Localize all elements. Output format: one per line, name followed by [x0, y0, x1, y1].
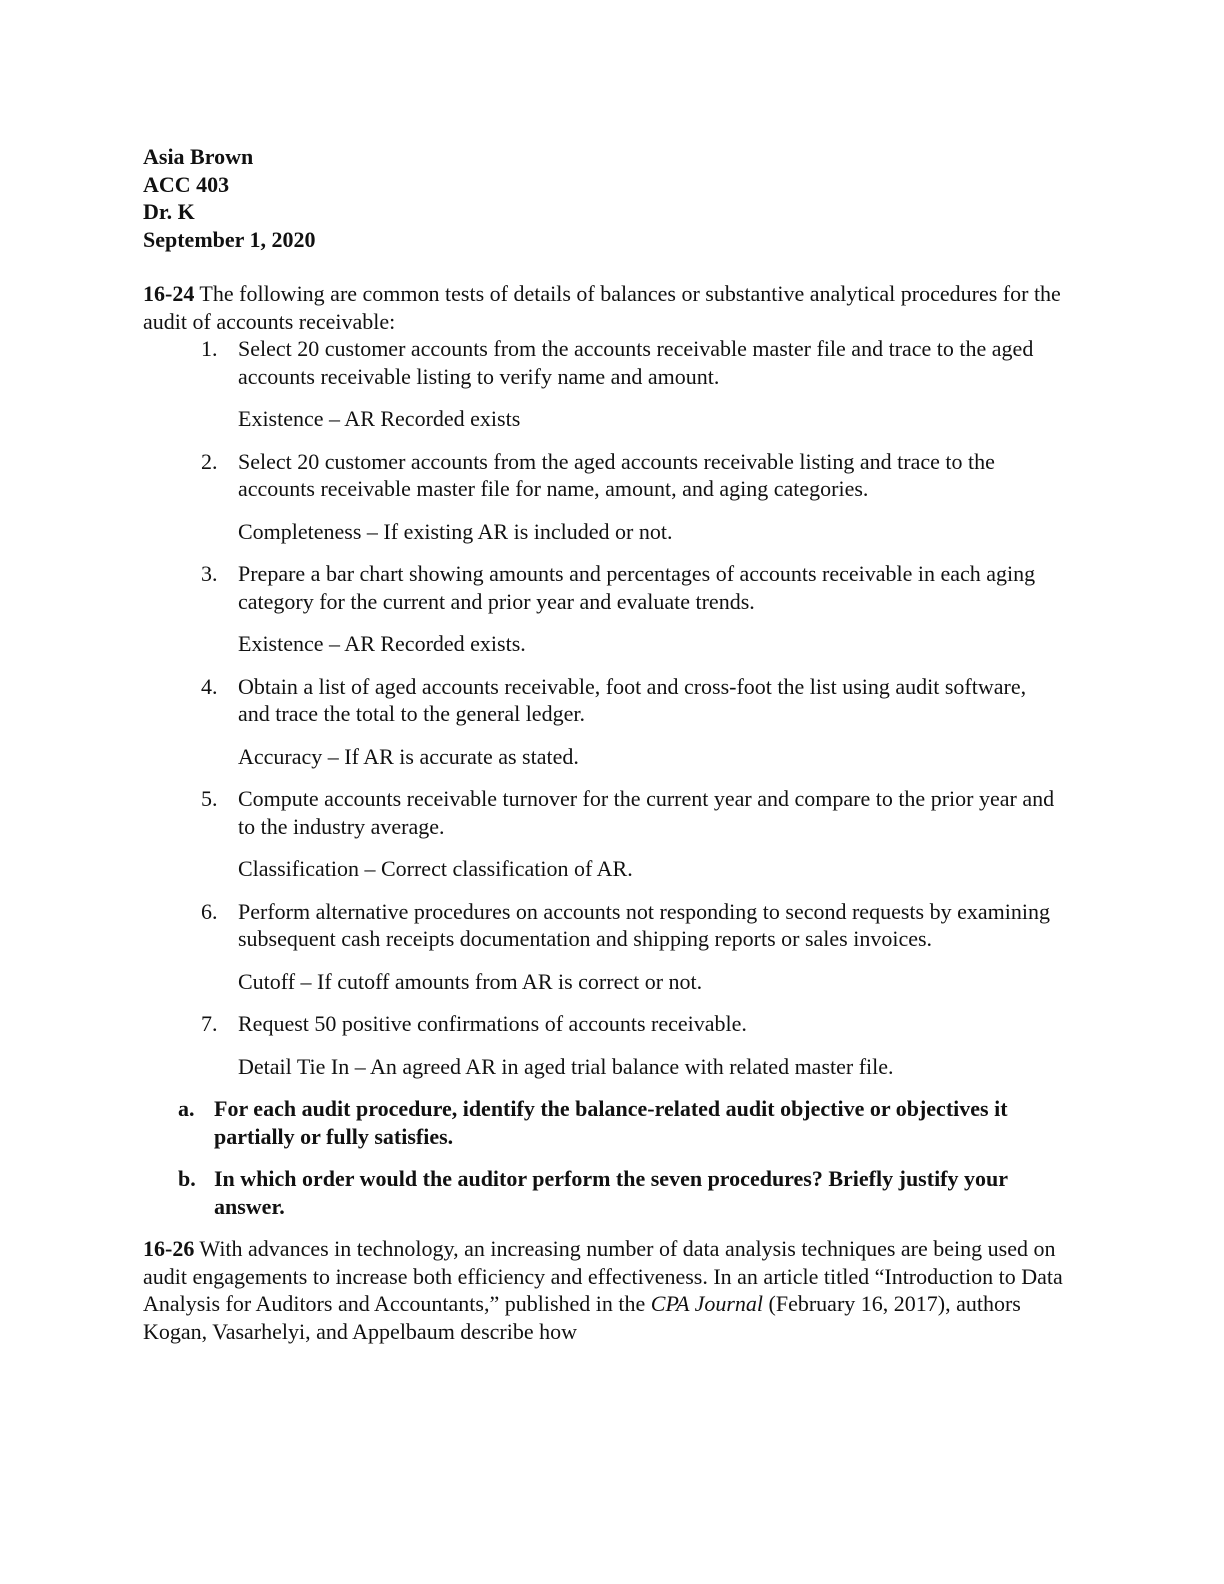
procedure-number: 7. — [201, 1011, 218, 1036]
course-code: ACC 403 — [143, 171, 230, 197]
question-part-letter: a. — [178, 1096, 195, 1121]
procedure-number: 6. — [201, 898, 218, 924]
question-text-before: With advances in technology, an increasing number of data analysis techniques are being used on audit engagements to increase both efficiency and effectiveness. In an article titled “Introduction to Data Analysis for Auditors and Accountants,” published in the — [143, 1236, 1063, 1316]
procedure-item — [143, 1010, 1063, 1038]
question-part-text: In which order would the auditor perform the seven procedures? Briefly justify your answer. — [214, 1166, 1008, 1219]
procedure-answer: Accuracy – If AR is accurate as stated. — [238, 743, 579, 769]
procedure-text: Select 20 customer accounts from the aged accounts receivable listing and trace to the accounts receivable master file for name, amount, and aging categories. — [238, 448, 995, 501]
question-16-24-intro — [143, 280, 1083, 335]
procedure-answer: Classification – Correct classification of AR. — [238, 856, 633, 881]
procedure-answer: Detail Tie In – An agreed AR in aged trial balance with related master file. — [238, 1053, 894, 1079]
procedure-text: Request 50 positive confirmations of accounts receivable. — [238, 1011, 747, 1036]
procedure-number: 4. — [201, 673, 218, 699]
procedure-item — [143, 785, 1063, 840]
question-intro-text: The following are common tests of details of balances or substantive analytical procedures for the audit of accounts receivable: — [143, 281, 1061, 334]
instructor-name: Dr. K — [143, 199, 195, 224]
procedure-item — [143, 560, 1063, 615]
procedure-item — [143, 448, 1063, 503]
procedure-item — [143, 335, 1063, 390]
procedure-text: Perform alternative procedures on accounts not responding to second requests by examining subsequent cash receipts documentation and shipping reports or sales invoices. — [238, 898, 1050, 951]
submission-date: September 1, 2020 — [143, 226, 316, 252]
procedure-answer: Completeness – If existing AR is included or not. — [238, 518, 673, 544]
question-part-letter: b. — [178, 1166, 196, 1191]
procedure-answer: Cutoff – If cutoff amounts from AR is correct or not. — [238, 968, 703, 994]
procedure-number: 5. — [201, 786, 218, 811]
procedure-number: 1. — [201, 336, 218, 361]
procedure-number: 2. — [201, 448, 218, 474]
question-part-item — [143, 1165, 1064, 1220]
journal-title: CPA Journal — [650, 1291, 764, 1316]
header-block — [143, 143, 1083, 253]
procedure-text: Prepare a bar chart showing amounts and percentages of accounts receivable in each aging category for the current and prior year and evaluate trends. — [238, 561, 1036, 614]
procedure-list — [143, 560, 1083, 615]
question-number: 16-26 — [143, 1236, 195, 1261]
procedure-list — [143, 1010, 1083, 1038]
question-part-item — [143, 1095, 1064, 1150]
procedure-text: Select 20 customer accounts from the accounts receivable master file and trace to the aged accounts receivable listing to verify name and amount. — [238, 336, 1034, 389]
procedure-list — [143, 898, 1083, 953]
procedure-item — [143, 673, 1063, 728]
question-part-text: For each audit procedure, identify the balance-related audit objective or objectives it partially or fully satisfies. — [214, 1096, 1008, 1149]
procedure-text: Obtain a list of aged accounts receivable, foot and cross-foot the list using audit software, and trace the total to the general ledger. — [238, 673, 1027, 726]
procedure-list — [143, 335, 1083, 390]
procedure-list — [143, 785, 1083, 840]
procedure-answer: Existence – AR Recorded exists — [238, 406, 521, 431]
procedure-list — [143, 673, 1083, 728]
procedure-list — [143, 448, 1083, 503]
question-number: 16-24 — [143, 281, 195, 306]
procedure-text: Compute accounts receivable turnover for the current year and compare to the prior year and to the industry average. — [238, 786, 1055, 839]
question-16-26-text — [143, 1235, 1083, 1345]
document-page — [143, 143, 1083, 1345]
question-text-after: (February 16, 2017), authors Kogan, Vasarhelyi, and Appelbaum describe how — [143, 1291, 1021, 1344]
procedure-number: 3. — [201, 561, 218, 586]
procedure-item — [143, 898, 1063, 953]
student-name: Asia Brown — [143, 144, 254, 169]
question-parts-list — [143, 1095, 1083, 1220]
procedure-answer: Existence – AR Recorded exists. — [238, 631, 526, 656]
